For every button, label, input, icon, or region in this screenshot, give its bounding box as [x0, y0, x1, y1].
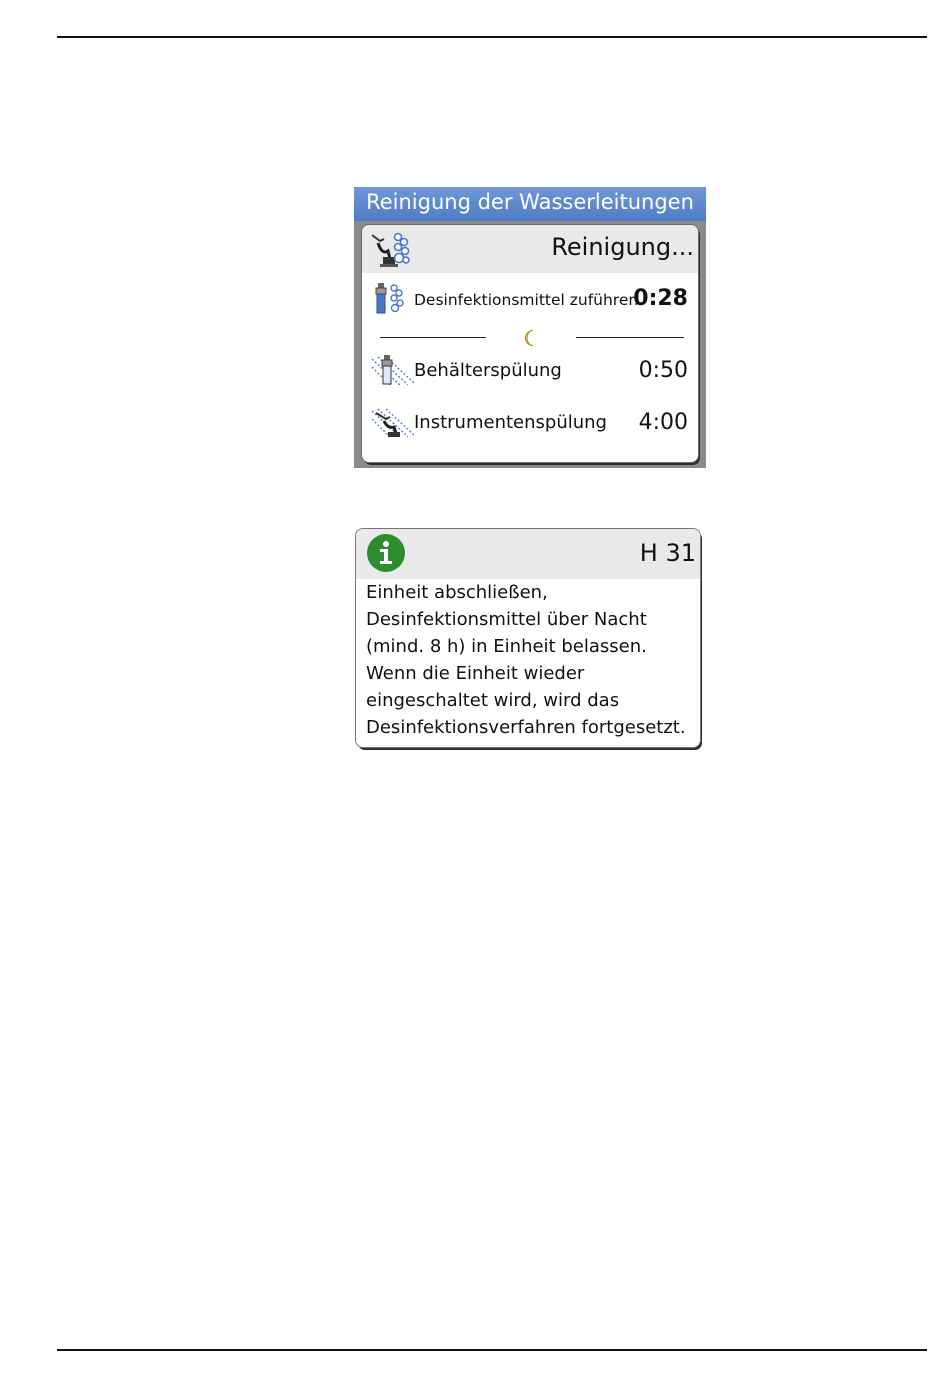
- top-rule: [57, 36, 927, 38]
- panel-header: [362, 225, 698, 273]
- cleaning-panel: [362, 225, 698, 462]
- info-header: [356, 529, 700, 579]
- screen-title: Reinigung der Wasserleitungen: [354, 187, 706, 221]
- step-time: 4:00: [638, 410, 688, 435]
- disinfectant-bottle-icon: [370, 281, 414, 315]
- step-time: 0:28: [633, 286, 688, 311]
- message-text: Einheit abschließen, Desinfektionsmittel über Nacht (mind. 8 h) in Einheit belassen. Wenn die Einheit wieder eingeschaltet wird, wird das Desinfektionsverfahren fortgesetzt.: [366, 582, 686, 738]
- step-row-disinfectant: [362, 279, 698, 319]
- step-label: Instrumentenspülung: [414, 412, 607, 433]
- dental-unit-cleaning-icon: [368, 229, 412, 269]
- info-message-screen: [356, 529, 700, 747]
- info-icon: [366, 533, 406, 573]
- step-row-instrument-rinse: [362, 403, 698, 443]
- step-label: Behälterspülung: [414, 360, 562, 381]
- step-time: 0:50: [638, 358, 688, 383]
- moon-icon: [522, 329, 538, 347]
- instrument-rinse-icon: [370, 405, 414, 439]
- cleaning-status: Reinigung...: [551, 233, 694, 261]
- bottom-rule: [57, 1349, 927, 1351]
- step-label: Desinfektionsmittel zuführen: [414, 291, 639, 309]
- divider-right: [576, 337, 684, 338]
- divider-left: [380, 337, 486, 338]
- cleaning-screen: [354, 187, 706, 468]
- step-row-container-rinse: [362, 351, 698, 391]
- container-rinse-icon: [370, 353, 414, 387]
- message-code: H 31: [639, 539, 696, 567]
